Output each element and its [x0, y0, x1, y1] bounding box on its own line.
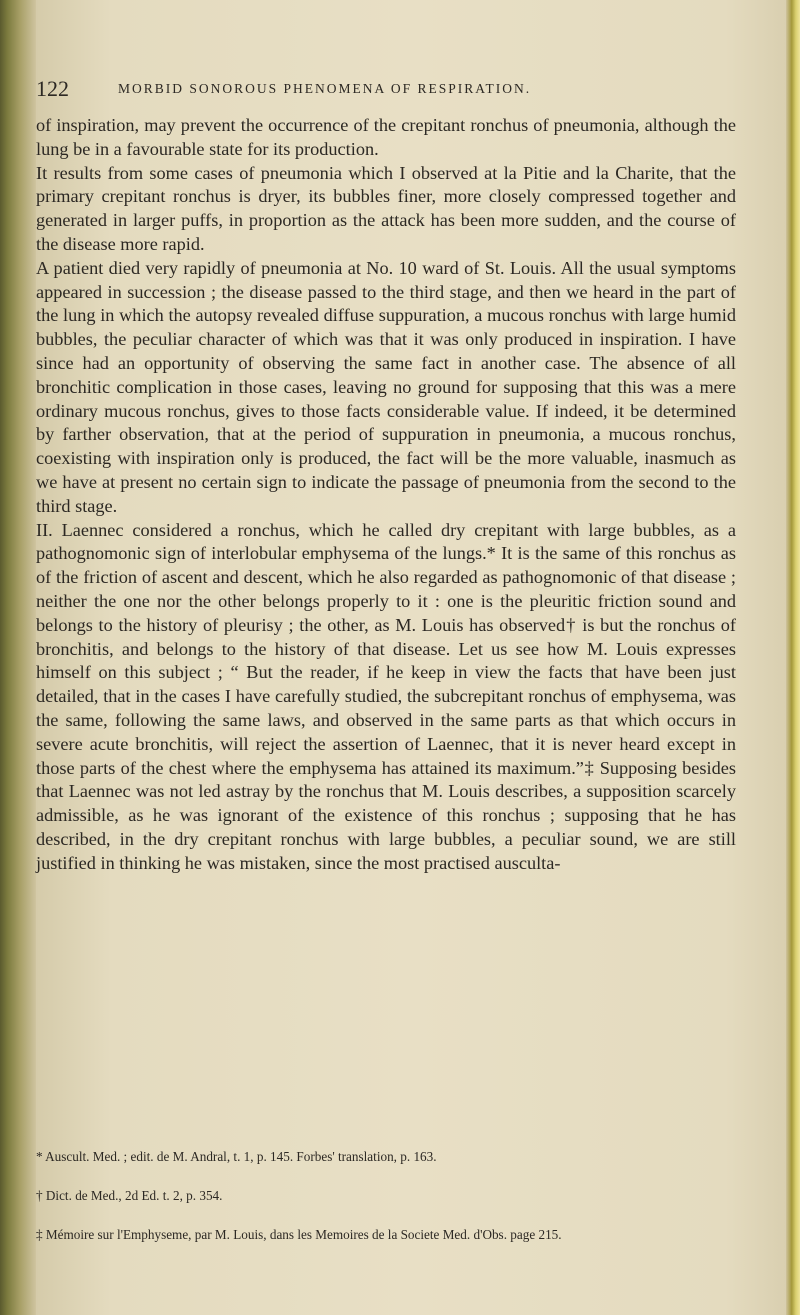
footnote: † Dict. de Med., 2d Ed. t. 2, p. 354.: [36, 1187, 223, 1203]
footnote: ‡ Mémoire sur l'Emphyseme, par M. Louis, dans les Memoires de la Societe Med. d'Obs. page 215.: [36, 1226, 562, 1242]
footnote: * Auscult. Med. ; edit. de M. Andral, t. 1, p. 145. Forbes' translation, p. 163.: [36, 1148, 437, 1164]
page-edge: [786, 0, 800, 1315]
page-header: [36, 76, 726, 102]
book-spine-shadow: [0, 0, 36, 1315]
running-head: MORBID SONOROUS PHENOMENA OF RESPIRATION.: [118, 81, 532, 96]
footnotes: [36, 1127, 736, 1264]
body-text: of inspiration, may prevent the occurrence of the crepitant ronchus of pneumonia, although the lung be in a favourable state for its production. It results from some cases of pneumonia which I observed at la Pitie and la Charite, that the primary crepitant ronchus is dryer, its bubbles finer, more closely compressed together and generated in larger puffs, in proportion as the attack has been more sudden, and the course of the disease more rapid. A patient died very rapidly of pneumonia at No. 10 ward of St. Louis. All the usual symptoms appeared in succession ; the disease passed to the third stage, and then we heard in the part of the lung in which the autopsy revealed diffuse suppuration, a mucous ronchus with large humid bubbles, the peculiar character of which was that it was only produced in inspiration. I have since had an opportunity of observing the same fact in another case. The absence of all bronchitic complication in those cases, leaving no ground for supposing that this was a mere ordinary mucous ronchus, gives to those facts considerable value. If indeed, it be determined by farther observation, that at the period of suppuration in pneumonia, a mucous ronchus, coexisting with inspiration only is produced, the fact will be the more valuable, inasmuch as we have at present no certain sign to indicate the passage of pneumonia from the second to the third stage. II. Laennec considered a ronchus, which he called dry crepitant with large bubbles, as a pathognomonic sign of interlobular emphysema of the lungs.* It is the same of this ronchus as of the friction of ascent and descent, which he also regarded as pathognomonic of that disease ; neither the one nor the other belongs properly to it : one is the pleuritic friction sound and belongs to the history of pleurisy ; the other, as M. Louis has observed† is but the ronchus of bronchitis, and belongs to the history of that disease. Let us see how M. Louis expresses himself on this subject ; “ But the reader, if he keep in view the facts that have been just detailed, that in the cases I have carefully studied, the subcrepitant ronchus of emphysema, was the same, following the same laws, and observed in the same parts as that which occurs in severe acute bronchitis, will reject the assertion of Laennec, that it is never heard except in those parts of the chest where the emphysema has attained its maximum.”‡ Supposing besides that Laennec was not led astray by the ronchus that M. Louis describes, a supposition scarcely admissible, as he was ignorant of the existence of this ronchus ; supposing that he has described, in the dry crepitant ronchus with large bubbles, a peculiar sound, we are still justified in thinking he was mistaken, since the most practised ausculta-: [36, 115, 736, 873]
page-number: 122: [36, 76, 69, 101]
